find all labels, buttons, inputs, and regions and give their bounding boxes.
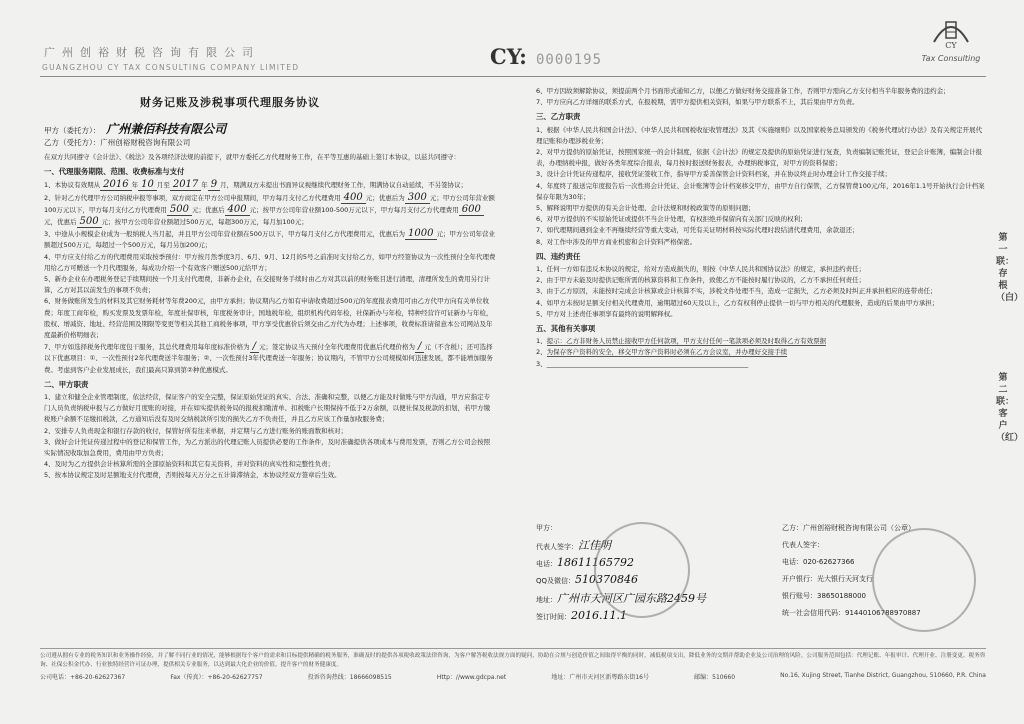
party-b-credit-code: 91440106788970887 xyxy=(845,609,921,617)
company-name-cn: 广州创裕财税咨询有限公司 xyxy=(44,46,260,59)
footer-web: Http：//www.gdcpa.net xyxy=(436,674,507,681)
clause-1-6: 6、财务做账所发生的材料及其它财务耗材等年费200元，由甲方承担；协议期内乙方如有申请收费超过500元的年度报表费用可由乙方代甲方向有关单位收费；年度工商年检，购买发票及发票年检，年度社保审核，年度税务审计，国地税年检，组织机构代码年检，社保新办与年检，特种经营许可证新办与年检，股权、增减资、地址、经营范围及期限等变更等相关其他工商税务事项，甲方享受优惠价后须交由乙方代为办理；上述事项，收费标准请留意本公司网站及年度最新价格明细表； xyxy=(44,297,493,340)
footer-zip: 邮编：510660 xyxy=(694,674,736,681)
party-a-qq: 510370846 xyxy=(575,573,639,586)
section-3-heading: 三、乙方职责 xyxy=(536,112,581,122)
copy-label-first: 第一联：存根（白） xyxy=(996,233,1024,303)
header-rule xyxy=(40,76,986,77)
left-column xyxy=(44,152,496,482)
party-b-line xyxy=(44,137,190,148)
clause-3-1: 1、根据《中华人民共和国会计法》、《中华人民共和国税收征收管理法》及其《实施细则》以及国家税务总局颁发的《税务代理试行办法》及有关规定开展代理记账和办理涉税业务； xyxy=(536,125,983,145)
party-a-name: 广州兼佰科技有限公司 xyxy=(106,122,227,136)
handwritten-start-year: 2016 xyxy=(100,179,131,191)
handwritten-end-year: 2017 xyxy=(170,179,201,191)
clause-2-5: 5、按本协议规定及时足额地支付代理费，否则按每天万分之五计算滞纳金，本协议经双方签章后生效。 xyxy=(44,471,341,480)
party-b-signature-block: 乙方：广州创裕财税咨询有限公司（公章） 代表人签字： 电话：020-62627366 开户银行：光大银行天河支行 银行账号：38650188000 统一社会信用代码：91440106788970887 xyxy=(782,520,982,622)
party-a-label: 甲方（委托方）： xyxy=(44,126,101,135)
party-b-company-seal xyxy=(872,528,976,632)
svg-text:CY: CY xyxy=(945,41,957,50)
clause-4-1: 1、任何一方如有违反本协议的规定，给对方造成损失的，则按《中华人民共和国协议法》的规定，承担违约责任； xyxy=(536,265,866,274)
handwritten-end-month: 9 xyxy=(208,179,220,191)
clause-5-1: 1、提示：乙方非财务人员禁止接收甲方任何款项，甲方支付任何一笔款项必须及时取得乙方有效票据 xyxy=(536,337,827,346)
party-b-account: 38650188000 xyxy=(817,592,866,600)
clause-2-2: 2、安排专人负责现金和银行存款的收付，保管好所有往来单据，并定期与乙方进行账务的账面数和核对； xyxy=(44,426,348,435)
section-4-heading: 四、违约责任 xyxy=(536,251,581,261)
clause-2-6: 6、甲方因故须解除协议，须提前两个月书面形式通知乙方，以便乙方做好财务交接准备工作，否则甲方需向乙方支付相当半年服务费的违约金； xyxy=(536,87,950,95)
serial-label: CY: xyxy=(490,44,527,69)
clause-5-2: 2、为保存客户资料的安全，移交甲方客户资料时必须在乙方会议室，并办理好交接手续 xyxy=(536,348,788,357)
party-b-phone: 020-62627366 xyxy=(803,558,855,566)
party-b-name: 广州创裕财税咨询有限公司 xyxy=(100,138,191,147)
clause-3-5: 5、解释说明甲方提供的有关会计处理、会计法规和财税政策等的原则问题； xyxy=(536,204,755,213)
party-a-signature: 江佳明 xyxy=(578,539,611,552)
clause-1-7: 7、甲方如选择税务代理年度包干服务，其总代理费用每年度标准价格为 / 元；签定协议当天预付全年代理费用优惠后代理价格为 / 元（不含税）；还可选择以下优惠项目：①、一次性预付2年代理费送半年服务；②、一次性预付3年代理费送一年服务；协议期内，不管甲方公司规模如何迅速发展，都不能增加服务费。考虑到客户企业发展成长，我们最高只算到第②种优惠模式。 xyxy=(44,341,493,374)
clause-1-4: 4、甲方应支付给乙方的代理费用采取按季预付：甲方按月然季度3月、6月、9月、12月的5号之前准时支付给乙方，如甲方经签协议为一次性预付全年代理费用给乙方可赠送一个月代理服务，每成功介绍一个有效客户赠送500元给甲方； xyxy=(44,252,496,272)
footer-address-en: No.16, Xujing Street, Tianhe District, Guangzhou, 510660, P.R. China xyxy=(780,672,986,679)
footer-tel: 公司电话：+86-20-62627367 xyxy=(40,674,126,681)
clause-2-1: 1、建立和健全企业管理制度，依法经营，保证客户的安全完整，保证原始凭证的真实、合法、准确和完整，以便乙方能及时做账与甲方沟通，甲方应指定专门人员负责纳税申报与乙方做好月度账的对接，并在如实提供税务局的报税扣缴清单、扣税账户长期保持不低于2万余额，以便社保及税款的扣划，若甲方缴税账户余额不足缴扣税款，乙方通知后没有及时交纳税款所引发的损失乙方不负责任，并且乙方应该工作量加收服务费； xyxy=(44,393,491,424)
clause-1-1: 1、本协议有效期从 2016 年 10 月至 2017 年 9 月，期满双方未提出书面异议视继续代理财务工作，期满协议自动延续，不另签协议； xyxy=(44,179,468,191)
footer-address-cn: 地址：广州市天河区新粤路东街16号 xyxy=(551,674,649,681)
logo-text: Tax Consulting xyxy=(921,54,981,63)
party-a-address: 广州市天河区广园东路2459号 xyxy=(557,592,706,605)
handwritten-start-month: 10 xyxy=(138,179,157,191)
clause-4-2: 2、由于甲方未能及时提供记账所需的核算资料和工作条件，致使乙方不能按时履行协议的，乙方不承担任何责任； xyxy=(536,276,866,285)
clause-5-3: 3、______________________________________________________________ xyxy=(536,359,749,368)
right-column xyxy=(536,86,986,370)
clause-2-4: 4、及时为乙方提供会计核算所需的全部原始资料和其它有关资料，并对资料的真实性和完整性负责； xyxy=(44,460,335,469)
clause-2-7: 7、甲方应向乙方详细的联系方式，在报税期，需甲方提供相关资料，如果与甲方联系不上，其后果由甲方负责。 xyxy=(536,98,859,107)
clause-1-3: 3、中途从小规模企业成为一般纳税人当月起，并且甲方公司年营业额在500万以下，甲方每月支付乙方代理费用元，优惠后为 1000 元；甲方公司年营业额超过500万元，每超过一个500万元，每月另加200元； xyxy=(44,228,495,250)
party-b-bank: 光大银行天河支行 xyxy=(817,575,873,583)
logo-mark-icon xyxy=(931,16,971,50)
section-2-heading: 二、甲方职责 xyxy=(44,379,89,389)
party-a-company-seal xyxy=(594,522,690,618)
clause-3-7: 7、如代理期间遇到金业不再继续经营等重大变动，可凭有关证明材料按实际代理时段结清代理费用，余款退还； xyxy=(536,226,859,235)
clause-4-4: 4、如甲方未按时足额支付相关代理费用，逾期超过60天及以上，乙方有权利停止提供一切与甲方相关的代理服务，造成的后果由甲方承担； xyxy=(536,298,939,307)
clause-3-2: 2、对甲方提供的原始凭证，按照国家统一的会计制度，依据《会计法》的规定及提供的原始凭证进行复查，负责编制记账凭证，登记会计账簿，编制会计报表，办理纳税申报，做好各类年度综合报表，每月按时报送财务报表，办理纳税事宜，对甲方的资料保密； xyxy=(536,148,983,168)
section-5-heading: 五、其他有关事项 xyxy=(536,324,596,334)
document-title: 财务记账及涉税事项代理服务协议 xyxy=(140,96,320,109)
clause-3-8: 8、对工作中涉及的甲方商业机密和会计资料严格保密。 xyxy=(536,237,697,246)
footer-contact xyxy=(40,672,986,681)
footer-fax: Fax（传真）：+86-20-62627757 xyxy=(170,674,263,681)
clause-3-3: 3、设计会计凭证传递程序，接收凭证签收工作，指导甲方妥善保管会计资料档案，并在协议终止时办理会计工作交接手续； xyxy=(536,170,892,179)
clause-4-3: 3、由于乙方原因，未能按时完成会计核算或会计核算不实，涉税文件处理不当，造成一定损失，乙方必须及时纠正并承担相应的连带责任； xyxy=(536,287,937,296)
clause-1-5: 5、新办企业在办理税务登记手续期间按一个月支付代理费，非新办企业，在交接财务手续时由乙方对其以前的财务账目进行清理，清理所发生的费用另行计算，乙方对其以前发生的事项不负责； xyxy=(44,275,491,295)
party-a-sign-label: 甲方： xyxy=(536,524,557,532)
party-a-signature-block: 甲方： 代表人签字：江佳明 电话：18611165792 QQ及微信：510370846 地址：广州市天河区广园东路2459号 签订时间：2016.11.1 xyxy=(536,520,766,626)
party-b-label: 乙方（受托方）： xyxy=(44,138,101,147)
party-a-line xyxy=(44,120,226,137)
clause-3-6: 6、对甲方提供的不实原始凭证或提供不当会计处理，有权拒绝并保留向有关部门反映的权利； xyxy=(536,215,807,224)
party-b-sign-label: 乙方：广州创裕财税咨询有限公司（公章） xyxy=(782,524,915,532)
sign-date: 2016.11.1 xyxy=(571,609,627,622)
footer-text: 公司遵从拥有专业的税务知识和业务操作经验，并了解不同行业的情况，能够根据每个客户的需求和目标提供精确的税务服务，准确及时的提供各项税收政策法律咨询，为客户解答税收法规方面的疑问，协助在合规与创造价值之间取得平衡的同时，减低税项支出，降低业务的交期并帮助企业及公司治理的风险。公司服务范围包括：代理记账、年报审计、代理开业、注册变更、税务咨询、社保公积金代办、行业独特经营许可证办理，提供相关专业服务，以达到最大化企业的价值，提升客户的财务健康度。 xyxy=(40,648,986,670)
serial-number: 0000195 xyxy=(536,52,603,68)
copy-label-second: 第二联：客户（红） xyxy=(996,373,1024,443)
company-name-en: GUANGZHOU CY TAX CONSULTING COMPANY LIMITED xyxy=(42,63,300,72)
clause-2-3: 3、做好会计凭证传递过程中的登记和保管工作，为乙方派出的代理记账人员提供必要的工作条件，及时准确提供各项成本与费用发票，否则乙方公司会按照实际情况收取加急费用，费用由甲方负责； xyxy=(44,437,491,458)
section-1-heading: 一、代理服务期限、范围、收费标准与支付 xyxy=(44,167,185,177)
intro-text: 在双方共同遵守《会计法》、《税法》及各项经济法规的前提下，就甲方委托乙方代理财务工作，在平等互惠的基础上签订本协议，以兹共同遵守： xyxy=(44,153,460,161)
clause-1-2: 2、针对乙方代理甲方公司纳税申报等事项，双方商定在甲方公司申报期间，甲方每月支付乙方代理费用 400 元；优惠后为 300 元；甲方公司年营业额100万元以下，甲方每月支付乙方代理费用 500 元；优惠后 400 元；按甲方公司年营业额100-500万元以下，甲方每月支付乙方代理费用 600元，优惠后 500 元；按甲方公司年营业额超过500万元，每超300万元，每月加100元； xyxy=(44,191,495,228)
party-b-rep: 代表人签字： xyxy=(782,541,824,549)
footer-hotline: 投诉咨询热线：18666098515 xyxy=(307,674,392,681)
company-logo xyxy=(920,16,982,63)
clause-4-5: 5、甲方对上述责任事项享有最终的说明解释权。 xyxy=(536,309,677,318)
party-a-phone: 18611165792 xyxy=(557,556,634,569)
clause-3-4: 4、年度终了报送完年度报告后一次性将会计凭证、会计账簿等会计档案移交甲方，由甲方自行保管，乙方保管费100元/年，2016年1.1号开始执行会计档案保存年限为30年； xyxy=(536,181,985,201)
